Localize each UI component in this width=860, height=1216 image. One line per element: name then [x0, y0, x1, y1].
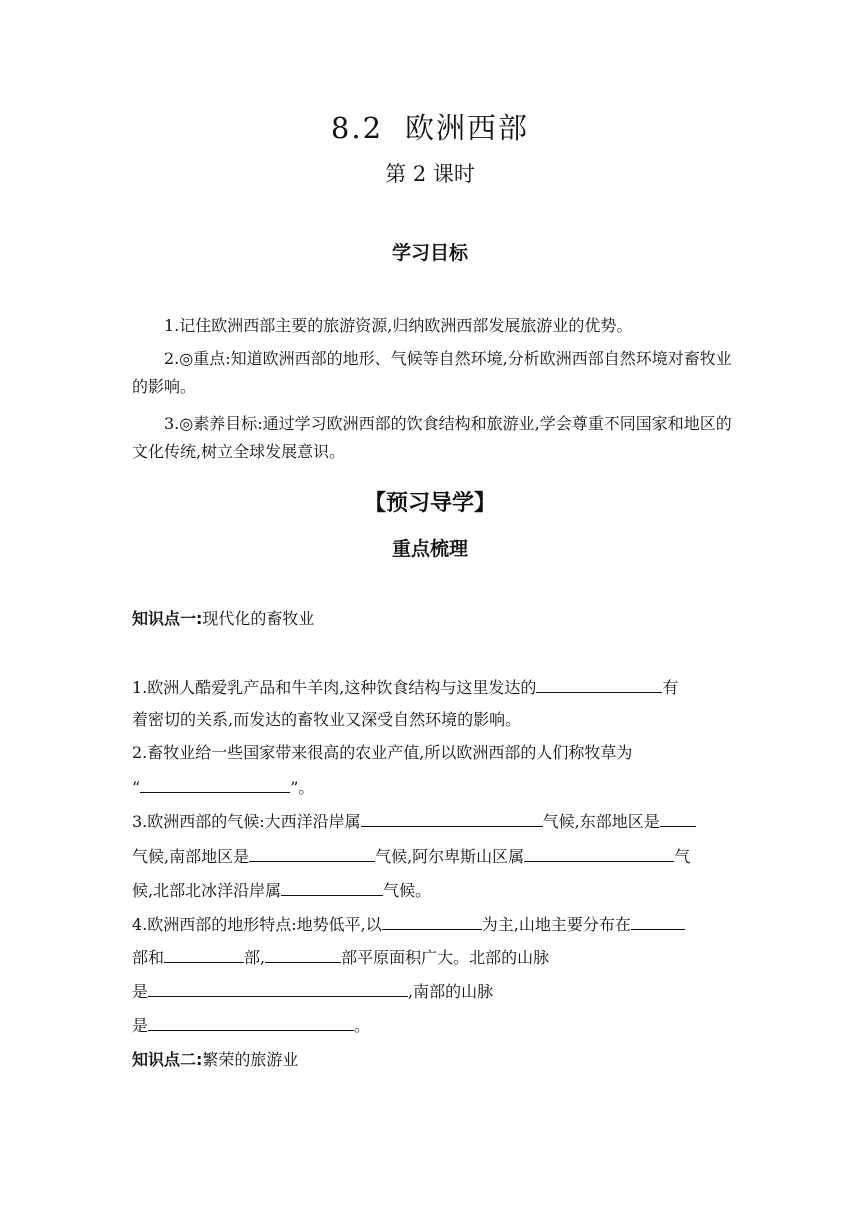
- section-title: 欧洲西部: [405, 111, 530, 145]
- fill-blank[interactable]: [631, 913, 685, 930]
- fill-blank[interactable]: [660, 810, 696, 827]
- question-3-line-3: 候,北部北冰洋沿岸属 气候。: [132, 881, 432, 900]
- goal-item-1: 1.记住欧洲西部主要的旅游资源,归纳欧洲西部发展旅游业的优势。: [164, 316, 633, 335]
- fill-blank[interactable]: [148, 980, 408, 997]
- goals-heading: 学习目标: [391, 242, 468, 264]
- goal-item-3: 3.◎素养目标:通过学习欧洲西部的饮食结构和旅游业,学会尊重不同国家和地区的文化传统,树立全球发展意识。: [132, 414, 732, 461]
- page-title: [0, 106, 860, 147]
- knowledge-point-label: 知识点一:: [132, 609, 203, 628]
- knowledge-point-title: 现代化的畜牧业: [202, 609, 315, 628]
- question-1-line-2: 着密切的关系,而发达的畜牧业又深受自然环境的影响。: [132, 710, 522, 729]
- question-2-line-2: “ ”。: [132, 778, 315, 797]
- fill-blank[interactable]: [382, 913, 482, 930]
- question-1-line-1: 1.欧洲人酷爱乳产品和牛羊肉,这种饮食结构与这里发达的 有: [132, 678, 679, 697]
- question-4-line-4: 是 。: [132, 1016, 371, 1035]
- key-points-heading: 重点梳理: [391, 538, 468, 560]
- fill-blank[interactable]: [265, 946, 341, 963]
- fill-blank[interactable]: [148, 1014, 354, 1031]
- fill-blank[interactable]: [524, 845, 674, 862]
- knowledge-point-title: 繁荣的旅游业: [202, 1050, 299, 1069]
- question-4-line-3: 是 ,南部的山脉: [132, 982, 494, 1001]
- question-4-line-1: 4.欧洲西部的地形特点:地势低平,以 为主,山地主要分布在: [132, 913, 685, 935]
- question-2-line-1: 2.畜牧业给一些国家带来很高的农业产值,所以欧洲西部的人们称牧草为: [132, 743, 633, 762]
- knowledge-point-1: [132, 606, 314, 629]
- question-3-line-2: 气候,南部地区是 气候,阿尔卑斯山区属 气: [132, 847, 691, 866]
- preview-heading: 【预习导学】: [363, 491, 496, 516]
- fill-blank[interactable]: [249, 845, 375, 862]
- question-3-line-1: 3.欧洲西部的气候:大西洋沿岸属 气候,东部地区是: [132, 810, 696, 832]
- fill-blank[interactable]: [281, 879, 383, 896]
- fill-blank[interactable]: [140, 776, 290, 793]
- knowledge-point-label: 知识点二:: [132, 1050, 203, 1069]
- lesson-subtitle: 第 2 课时: [385, 162, 475, 186]
- goal-item-2: 2.◎重点:知道欧洲西部的地形、气候等自然环境,分析欧洲西部自然环境对畜牧业的影响。: [132, 349, 732, 396]
- section-number: 8.2: [330, 111, 384, 145]
- question-4-line-2: 部和 部, 部平原面积广大。北部的山脉: [132, 948, 550, 967]
- fill-blank[interactable]: [536, 676, 662, 693]
- fill-blank[interactable]: [361, 810, 543, 827]
- knowledge-point-2: [132, 1047, 298, 1070]
- fill-blank[interactable]: [164, 946, 244, 963]
